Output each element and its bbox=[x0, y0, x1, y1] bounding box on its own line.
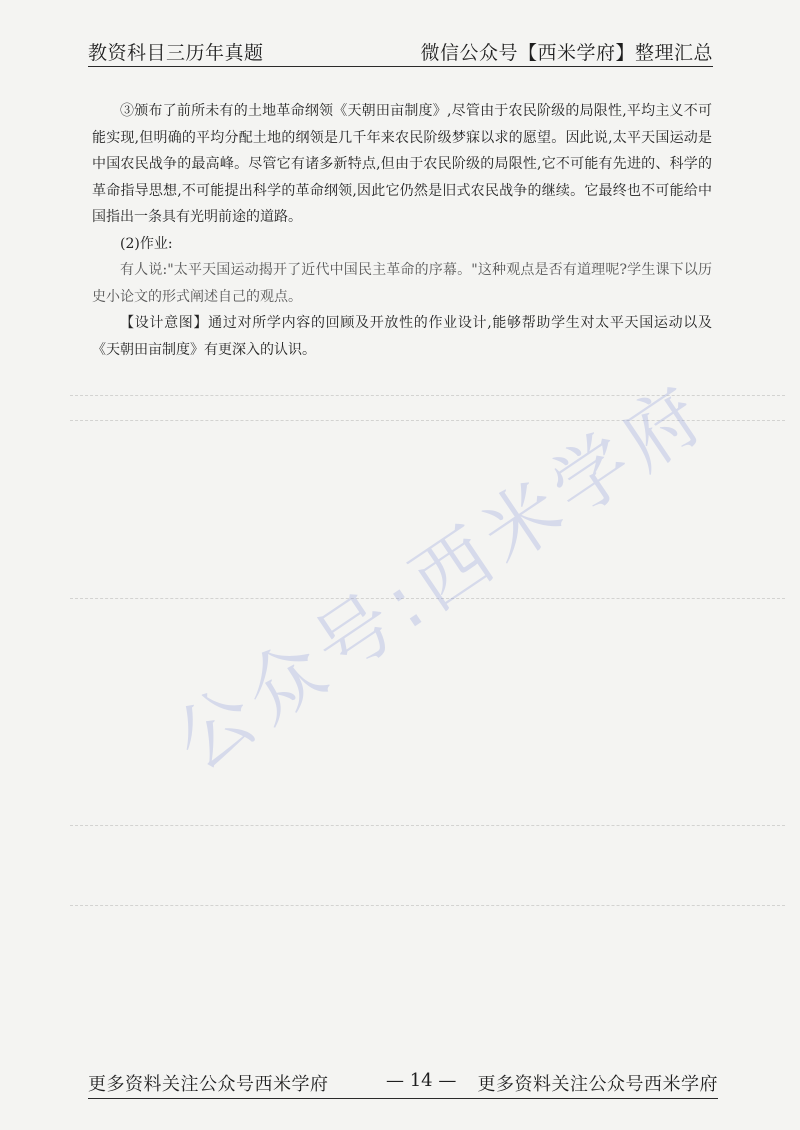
page-footer bbox=[88, 1070, 718, 1100]
paragraph-1: ③颁布了前所未有的土地革命纲领《天朝田亩制度》,尽管由于农民阶级的局限性,平均主义不可能实现,但明确的平均分配土地的纲领是几千年来农民阶级梦寐以求的愿望。因此说,太平天国运动是中国农民战争的最高峰。尽管它有诸多新特点,但由于农民阶级的局限性,它不可能有先进的、科学的革命指导思想,不可能提出科学的革命纲领,因此它仍然是旧式农民战争的继续。它最终也不可能给中国指出一条具有光明前途的道路。 bbox=[92, 103, 712, 225]
page-header bbox=[88, 36, 713, 67]
footer-rule bbox=[88, 1098, 718, 1099]
paragraph-4: 【设计意图】通过对所学内容的回顾及开放性的作业设计,能够帮助学生对太平天国运动以及《天朝田亩制度》有更深入的认识。 bbox=[92, 315, 712, 358]
watermark: 公众号:西米学府 bbox=[158, 365, 725, 788]
page-number: — 14 — bbox=[386, 1070, 457, 1091]
footer-text-right: 更多资料关注公众号西米学府 bbox=[477, 1074, 718, 1095]
document-body bbox=[92, 98, 712, 363]
header-title-left: 教资科目三历年真题 bbox=[88, 42, 264, 64]
paragraph-3: 有人说:"太平天国运动揭开了近代中国民主革命的序幕。"这种观点是否有道理呢?学生课下以历史小论文的形式阐述自己的观点。 bbox=[92, 262, 712, 305]
paragraph-2: (2)作业: bbox=[120, 235, 173, 252]
scan-line bbox=[70, 825, 785, 826]
header-title-right: 微信公众号【西米学府】整理汇总 bbox=[420, 42, 713, 64]
scan-line bbox=[70, 905, 785, 906]
footer-text-left: 更多资料关注公众号西米学府 bbox=[88, 1074, 329, 1095]
